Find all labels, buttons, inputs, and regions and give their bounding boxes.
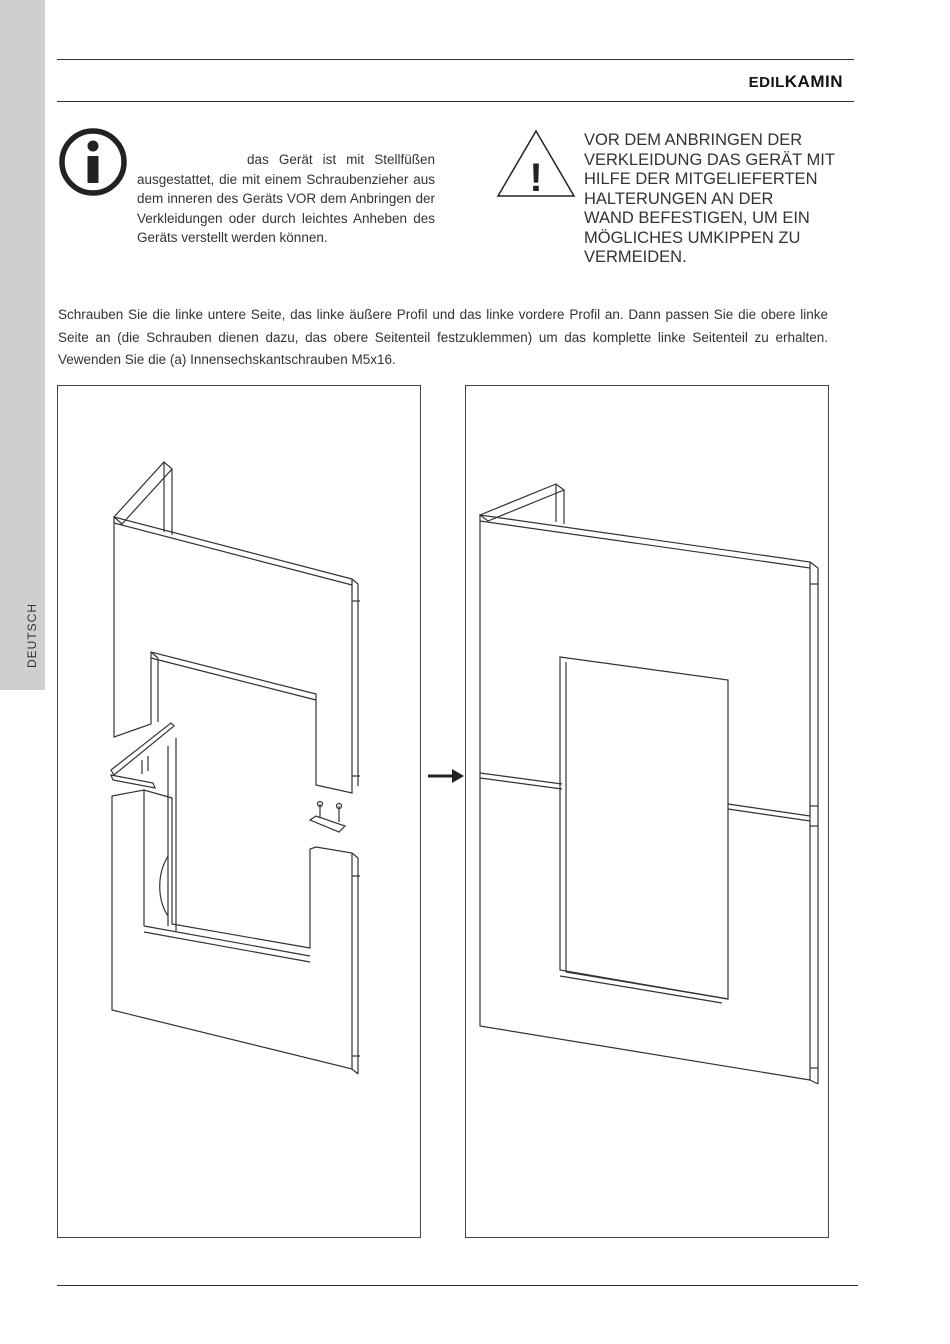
arrow-right-icon	[426, 766, 466, 786]
footer-rule	[57, 1285, 858, 1286]
warning-symbol: !	[529, 156, 543, 200]
assembled-side-panel	[480, 515, 810, 1080]
warning-line: VOR DEM ANBRINGEN DER	[584, 131, 803, 149]
upper-side-panel	[114, 517, 352, 793]
warning-line: WAND BEFESTIGEN, UM EIN	[584, 209, 810, 227]
warning-line: MÖGLICHES UMKIPPEN ZU	[584, 228, 801, 247]
brand-logo	[749, 72, 843, 92]
brand-logo-part2: KAMIN	[784, 72, 843, 91]
warning-line: HALTERUNGEN AN DER	[584, 189, 774, 208]
info-icon	[58, 127, 128, 197]
exploded-side-panel-drawing	[57, 385, 421, 1238]
header-bottom-rule	[57, 101, 854, 102]
assembled-side-return	[480, 484, 564, 521]
assembled-window-opening	[560, 657, 728, 999]
warning-triangle-icon	[495, 128, 577, 200]
info-note-rest: ausgestattet, die mit einem Schraubenzieher aus dem inneren des Geräts VOR dem Anbringen der Verkleidungen oder durch leichtes Anheben des Geräts verstellt werden können.	[137, 171, 435, 245]
warning-line: VERMEIDEN.	[584, 248, 687, 266]
upper-side-return	[114, 462, 172, 524]
header-top-rule	[57, 59, 854, 60]
info-note-text	[137, 150, 435, 248]
lower-side-panel	[112, 790, 352, 1069]
assembled-side-panel-drawing	[465, 385, 829, 1238]
loose-profile	[310, 816, 345, 832]
language-side-tab	[0, 0, 45, 690]
info-note-line1: das Gerät ist mit Stellfüßen	[247, 152, 435, 167]
brand-logo-part1: EDIL	[748, 74, 785, 91]
warning-line: HILFE DER MITGELIEFERTEN	[584, 170, 818, 188]
instructions-paragraph: Schrauben Sie die linke untere Seite, das linke äußere Profil und das linke vordere Profil an. Dann passen Sie die obere linke Seite an (die Schrauben dienen dazu, das obere Seitenteil festzuklemmen) um das komplette linke Seitenteil zu erhalten. Vewenden Sie die (a) Innensechskantschrauben M5x16.	[58, 307, 828, 367]
front-profile-base	[111, 775, 155, 788]
warning-note-text	[584, 131, 864, 268]
language-label: DEUTSCH	[25, 602, 39, 668]
warning-line: VERKLEIDUNG DAS GERÄT MIT	[584, 150, 835, 169]
